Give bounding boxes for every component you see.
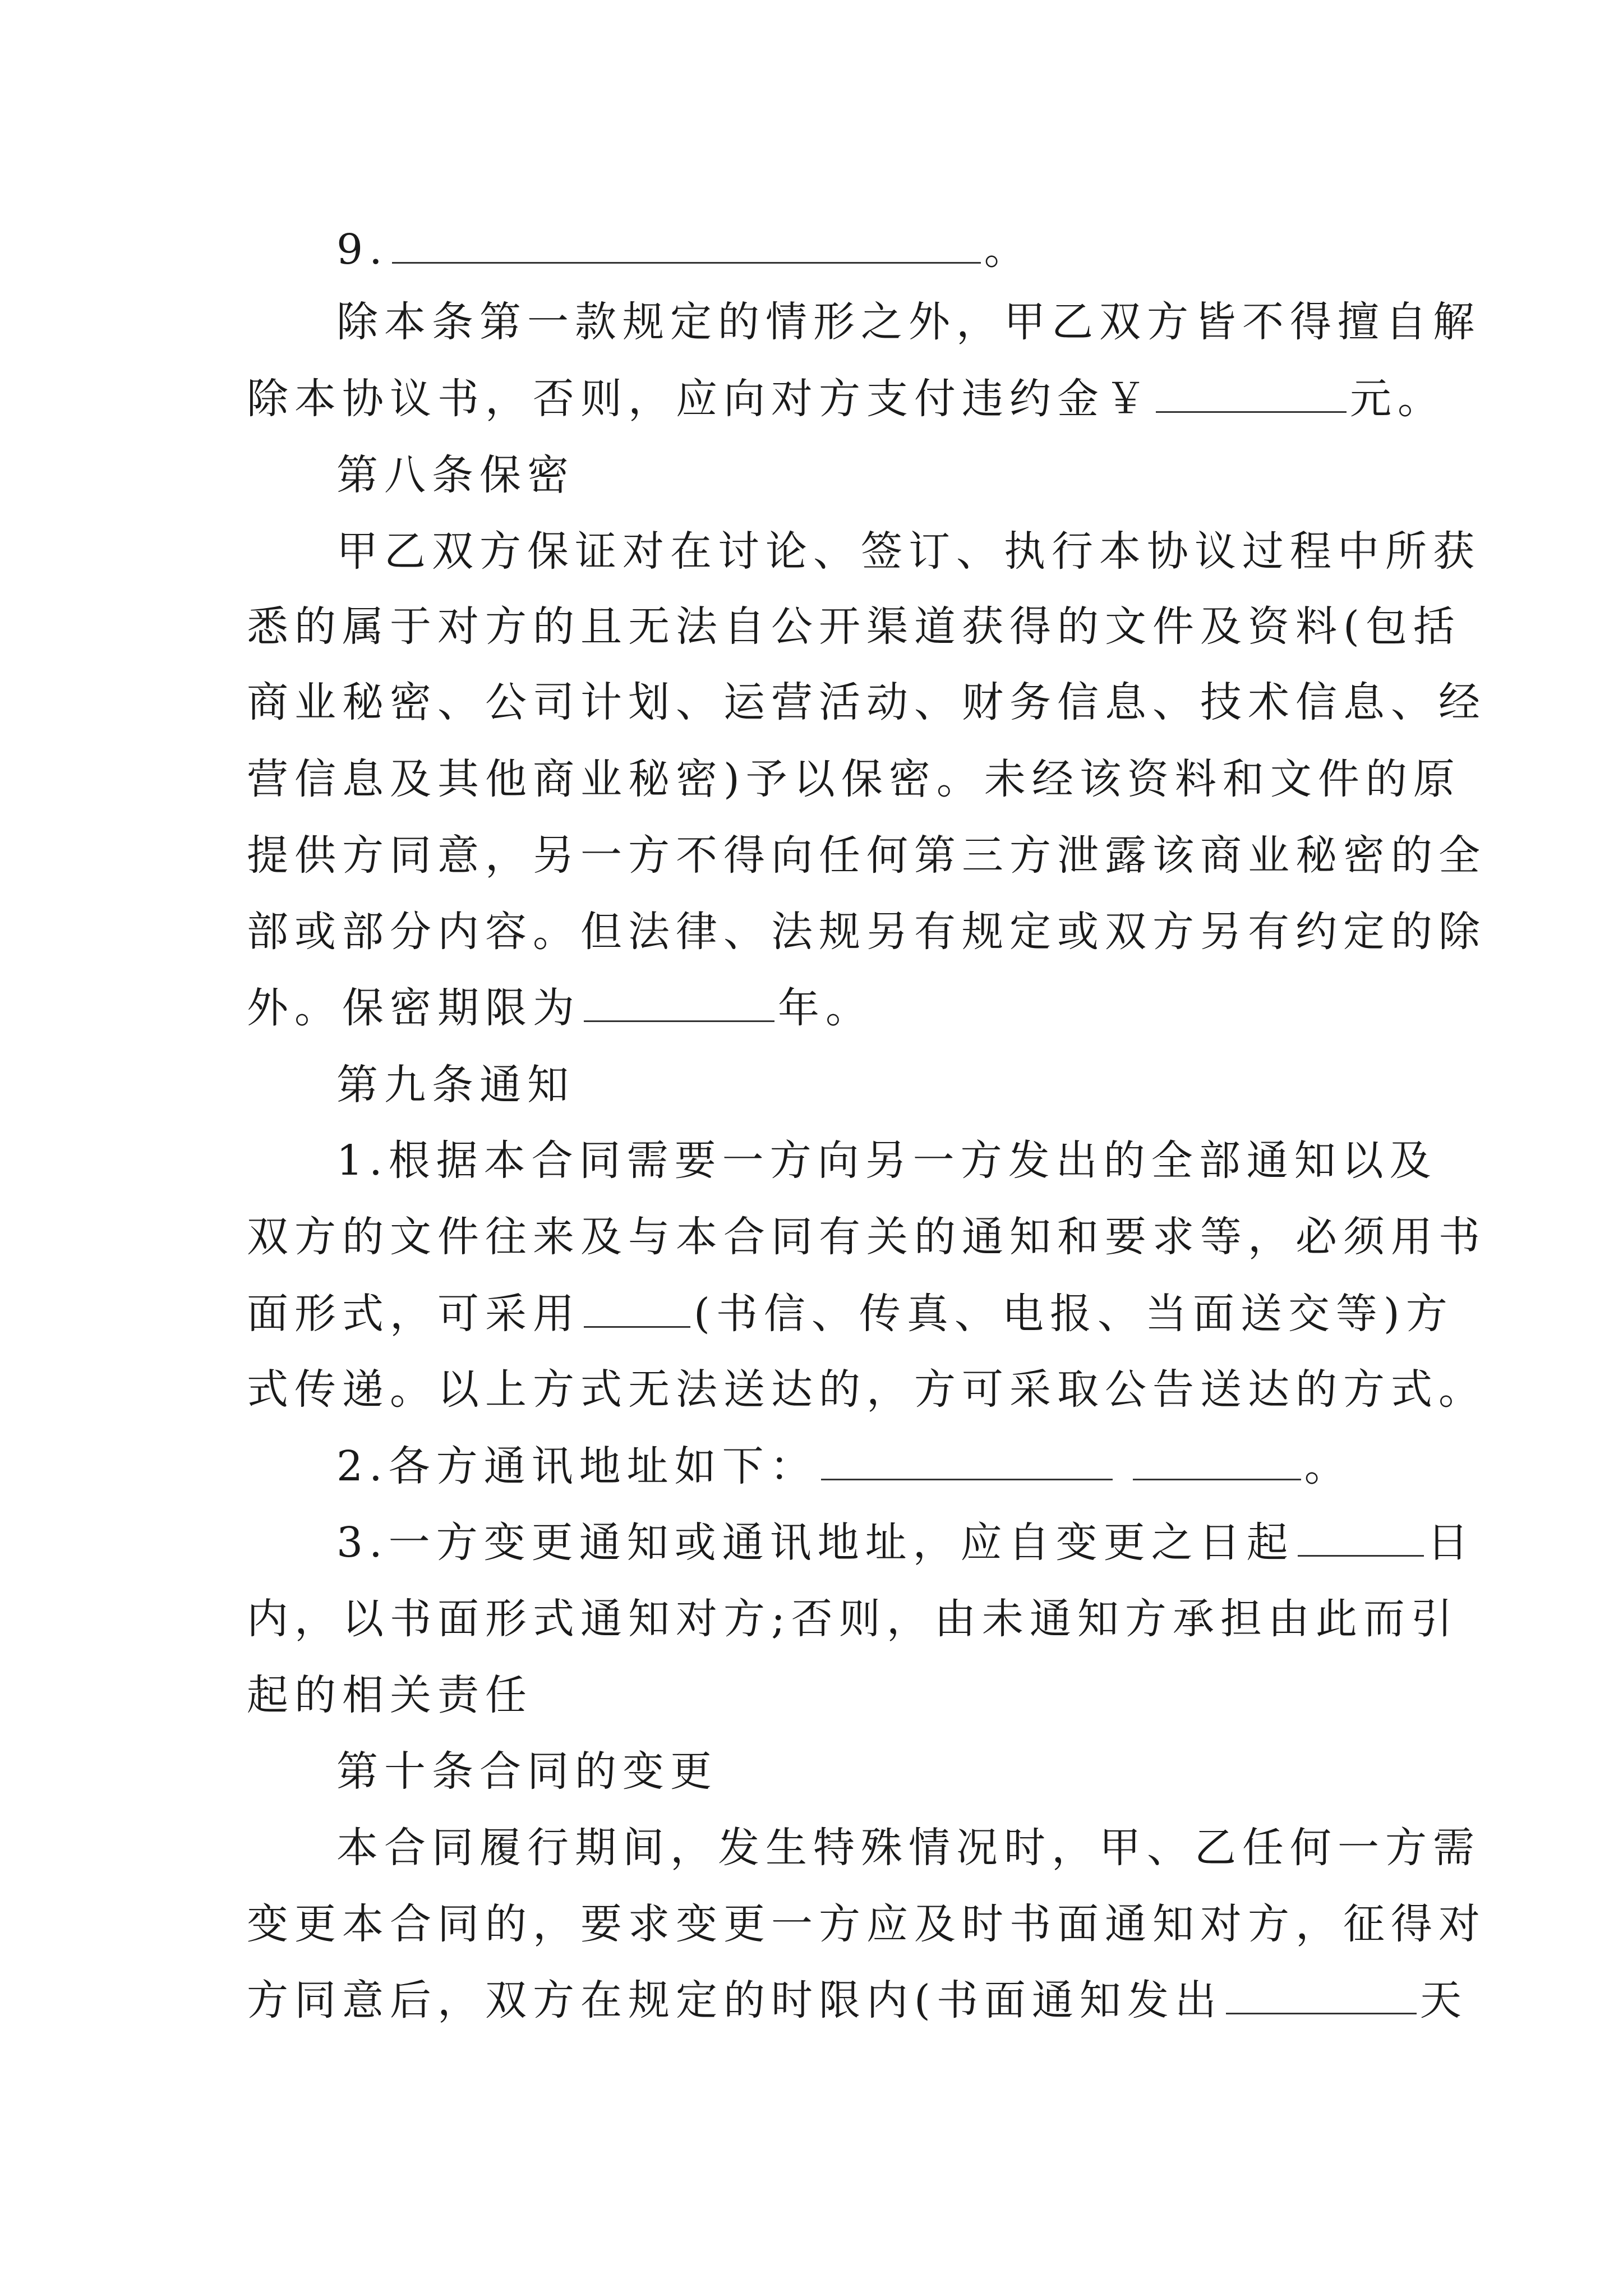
address-blank-1[interactable] [821, 1446, 1113, 1480]
section-heading-notice: 第九条通知 [336, 1061, 575, 1109]
address-blank-2[interactable] [1133, 1446, 1301, 1480]
deadline-days-blank[interactable] [1226, 1980, 1417, 2014]
days-blank[interactable] [1298, 1522, 1424, 1557]
paragraph-line: 双方的文件往来及与本合同有关的通知和要求等，必须用书 [247, 1213, 1486, 1261]
section-heading-confidentiality: 第八条保密 [336, 451, 575, 499]
line-text: 方同意后，双方在规定的时限内(书面通知发出 [247, 1976, 1223, 2024]
paragraph-line: 除本条第一款规定的情形之外，甲乙双方皆不得擅自解 [336, 298, 1481, 346]
penalty-line [247, 375, 1445, 423]
line-text: 面形式，可采用 [247, 1290, 580, 1338]
paragraph-line: 变更本合同的，要求变更一方应及时书面通知对方，征得对 [247, 1900, 1486, 1948]
line-end-text: 日 [1427, 1519, 1475, 1567]
paragraph-line: 部或部分内容。但法律、法规另有规定或双方另有约定的除 [247, 908, 1486, 956]
address-change-line [336, 1519, 1486, 1567]
penalty-amount-blank[interactable] [1156, 379, 1347, 413]
line-text: 外。保密期限为 [247, 984, 580, 1032]
address-line [336, 1442, 1486, 1490]
paragraph-line: 商业秘密、公司计划、运营活动、财务信息、技术信息、经 [247, 678, 1486, 726]
term-years-blank[interactable] [584, 988, 774, 1022]
confidentiality-term-line [247, 984, 1396, 1032]
clause-item-9 [336, 226, 1486, 274]
line-end-text: 元。 [1350, 375, 1445, 423]
paragraph-line: 本合同履行期间，发生特殊情况时，甲、乙任何一方需 [336, 1824, 1481, 1872]
paragraph-line: 提供方同意，另一方不得向任何第三方泄露该商业秘密的全 [247, 831, 1486, 880]
paragraph-line: 甲乙双方保证对在讨论、签订、执行本协议过程中所获 [336, 527, 1481, 576]
paragraph-line: 内，以书面形式通知对方;否则，由未通知方承担由此而引 [247, 1595, 1459, 1643]
fill-in-blank[interactable] [392, 229, 981, 264]
line-text: 3.一方变更通知或通讯地址，应自变更之日起 [336, 1519, 1294, 1567]
paragraph-line: 悉的属于对方的且无法自公开渠道获得的文件及资料(包括 [247, 602, 1461, 651]
line-end-text: (书信、传真、电报、当面送交等)方 [694, 1290, 1454, 1338]
paragraph-line: 式传递。以上方式无法送达的，方可采取公告送达的方式。 [247, 1365, 1486, 1414]
notice-method-line [247, 1290, 1454, 1338]
line-end-text: 年。 [778, 984, 873, 1032]
line-end-text: 。 [1304, 1442, 1352, 1490]
clause-number: 9. [336, 226, 389, 274]
modification-deadline-line [247, 1976, 1468, 2024]
paragraph-line: 营信息及其他商业秘密)予以保密。未经该资料和文件的原 [247, 755, 1461, 803]
line-end-text: 天 [1419, 1976, 1468, 2024]
notice-method-blank[interactable] [584, 1294, 690, 1328]
paragraph-line: 1.根据本合同需要一方向另一方发出的全部通知以及 [336, 1137, 1437, 1185]
line-end-text: 。 [984, 226, 1032, 274]
section-heading-modification: 第十条合同的变更 [336, 1747, 718, 1796]
line-text: 2.各方通讯地址如下： [336, 1442, 818, 1490]
line-text: 除本协议书，否则，应向对方支付违约金￥ [247, 375, 1152, 423]
paragraph-line: 起的相关责任 [247, 1671, 533, 1719]
